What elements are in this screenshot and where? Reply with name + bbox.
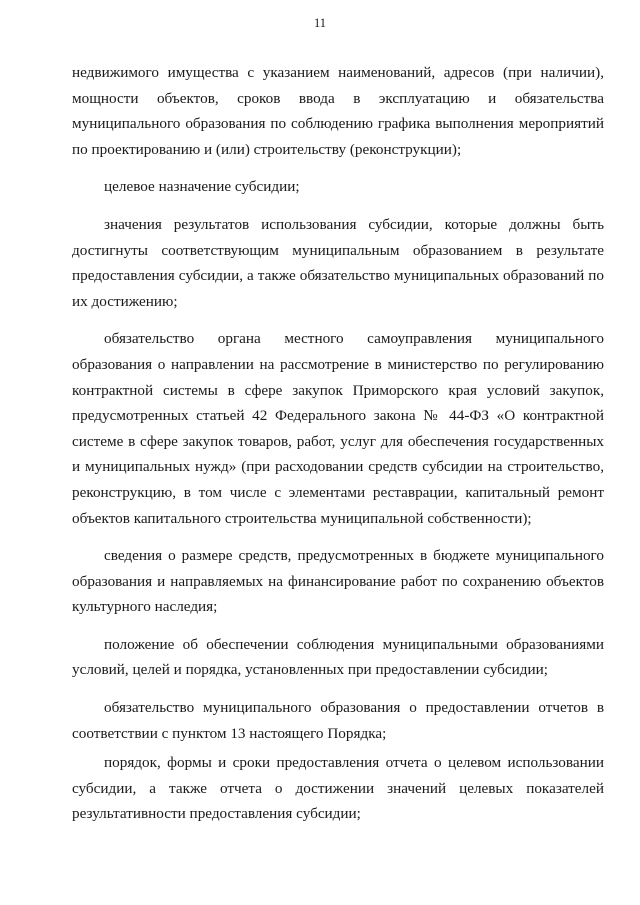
paragraph-subsidy-purpose: целевое назначение субсидии;: [104, 178, 300, 196]
paragraph-property-details: недвижимого имущества с указанием наименований, адресов (при наличии), мощности объектов, сроков ввода в эксплуатацию и обязательства муниципального образования по соблюдению графика выполнения мероприятий по проектированию и (или) строительству (реконструкции);: [72, 64, 604, 158]
page-number: 11: [313, 16, 327, 30]
paragraph-results-values: значения результатов использования субсидии, которые должны быть достигнуты соответствующим муниципальным образованием в результате предоставления субсидии, а также обязательство муниципальных образований по их достижению;: [72, 215, 604, 310]
paragraph-procurement-obligation: обязательство органа местного самоуправления муниципального образования о направлении на рассмотрение в министерство по регулированию контрактной системы в сфере закупок Приморского края условий закупок, предусмотренных статьей 42 Федерального закона № 44-ФЗ «О контрактной системе в сфере закупок товаров, работ, услуг для обеспечения государственных и муниципальных нужд» (при расходовании средств субсидии на строительство, реконструкцию, в том числе с элементами реставрации, капитальный ремонт объектов капитального строительства муниципальной собственности);: [72, 330, 604, 527]
document-body: [72, 60, 604, 827]
paragraph-report-procedure: порядок, формы и сроки предоставления отчета о целевом использовании субсидии, а также отчета о достижении значений целевых показателей результативности предоставления субсидии;: [72, 754, 604, 823]
paragraph-reporting-obligation: обязательство муниципального образования о предоставлении отчетов в соответствии с пунктом 13 настоящего Порядка;: [72, 699, 604, 742]
paragraph-compliance-provision: положение об обеспечении соблюдения муниципальными образованиями условий, целей и порядка, установленных при предоставлении субсидии;: [72, 635, 604, 679]
paragraph-budget-funds: сведения о размере средств, предусмотренных в бюджете муниципального образования и направляемых на финансирование работ по сохранению объектов культурного наследия;: [72, 547, 604, 616]
